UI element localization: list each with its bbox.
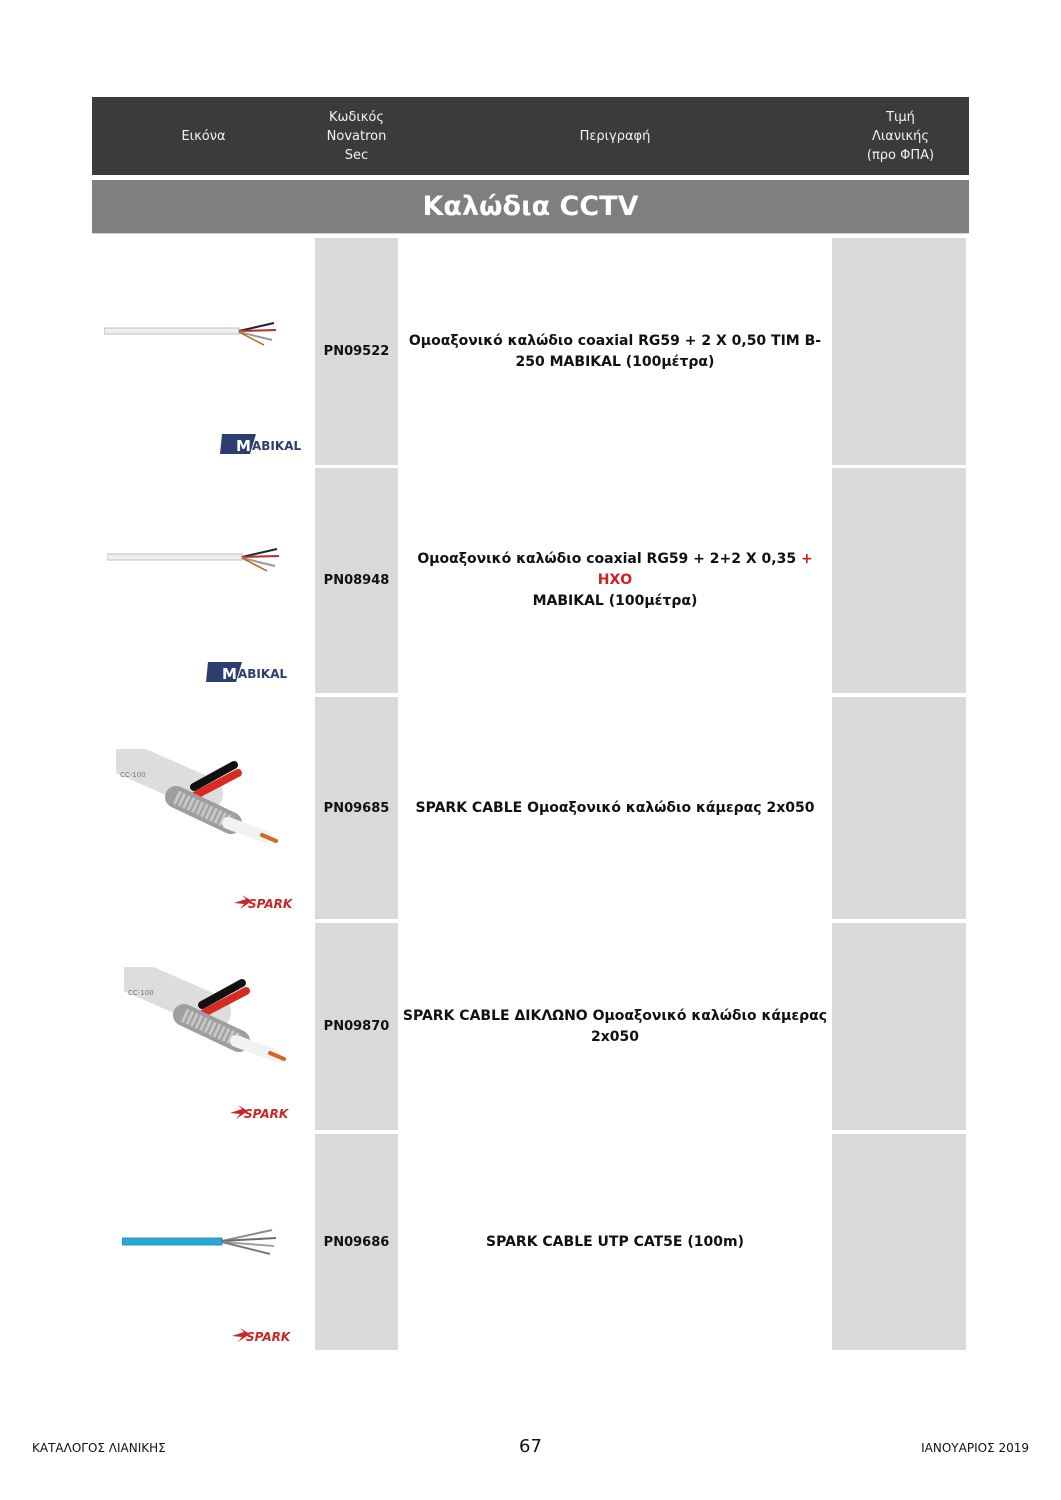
header-code-col: Κωδικός Novatron Sec — [326, 109, 387, 163]
header-price-col: Τιμή Λιανικής (προ ΦΠΑ) — [866, 109, 935, 163]
svg-text:M: M — [236, 437, 251, 455]
product-description-tail: MABIKAL (100μέτρα) — [532, 593, 698, 609]
svg-text:CC-100: CC-100 — [128, 989, 154, 997]
product-description-text: SPARK CABLE Ομοαξονικό καλώδιο κάμερας 2x050 — [415, 799, 815, 816]
product-image-cell — [92, 1134, 312, 1350]
product-description — [398, 697, 832, 919]
product-description — [398, 923, 832, 1130]
table-row — [92, 1134, 969, 1350]
table-row — [92, 468, 969, 693]
svg-text:SPARK: SPARK — [244, 1107, 289, 1121]
mabikal-logo — [220, 430, 302, 456]
table-row — [92, 238, 969, 465]
product-price — [832, 238, 966, 465]
mabikal-logo — [206, 658, 288, 684]
product-code: PN09870 — [315, 923, 398, 1130]
product-description-text: SPARK CABLE ΔΙΚΛΩΝΟ Ομοαξονικό καλώδιο κάμερας 2x050 — [402, 1007, 828, 1045]
product-code: PN09686 — [315, 1134, 398, 1350]
footer-date: ΙΑΝΟΥΑΡΙΟΣ 2019 — [921, 1441, 1029, 1455]
product-code: PN08948 — [315, 468, 398, 693]
product-description-text — [405, 549, 825, 612]
spark-logo — [230, 1324, 306, 1348]
svg-text:CC-100: CC-100 — [120, 771, 146, 779]
header-image-col: Εικόνα — [181, 128, 226, 144]
header-desc-col: Περιγραφή — [579, 128, 651, 144]
product-description-text: Ομοαξονικό καλώδιο coaxial RG59 + 2 X 0,50 TIM B-250 MABIKAL (100μέτρα) — [408, 332, 822, 370]
product-price — [832, 923, 966, 1130]
product-image-cell — [92, 238, 312, 465]
product-price — [832, 1134, 966, 1350]
table-row — [92, 697, 969, 919]
product-code: PN09522 — [315, 238, 398, 465]
coax-cable-image — [116, 749, 286, 849]
svg-text:ABIKAL: ABIKAL — [252, 439, 302, 453]
product-code: PN09685 — [315, 697, 398, 919]
product-description — [398, 1134, 832, 1350]
product-description — [398, 468, 832, 693]
section-title: Καλώδια CCTV — [92, 180, 969, 234]
svg-text:SPARK: SPARK — [248, 897, 293, 911]
svg-text:M: M — [222, 665, 237, 683]
product-price — [832, 468, 966, 693]
svg-text:SPARK: SPARK — [246, 1330, 291, 1344]
page-number: 67 — [519, 1436, 542, 1457]
product-description-main: Ομοαξονικό καλώδιο coaxial RG59 + 2+2 X 0,35 — [417, 551, 797, 567]
product-price — [832, 697, 966, 919]
product-description-text: SPARK CABLE UTP CAT5E (100m) — [486, 1233, 744, 1250]
product-image-cell — [92, 468, 312, 693]
footer-catalog-title: ΚΑΤΑΛΟΓΟΣ ΛΙΑΝΙΚΗΣ — [32, 1441, 166, 1455]
product-description — [398, 238, 832, 465]
product-image-cell — [92, 923, 312, 1130]
cable-white-image — [104, 318, 279, 348]
table-row — [92, 923, 969, 1130]
svg-text:ABIKAL: ABIKAL — [238, 667, 288, 681]
utp-cable-image — [122, 1226, 282, 1260]
table-header — [92, 97, 969, 175]
product-description-accent: + ΗΧΟ — [597, 551, 813, 588]
spark-logo — [232, 891, 308, 915]
product-image-cell — [92, 697, 312, 919]
spark-logo — [228, 1101, 304, 1125]
coax-cable-image — [124, 967, 294, 1067]
cable-white-image — [107, 544, 282, 574]
